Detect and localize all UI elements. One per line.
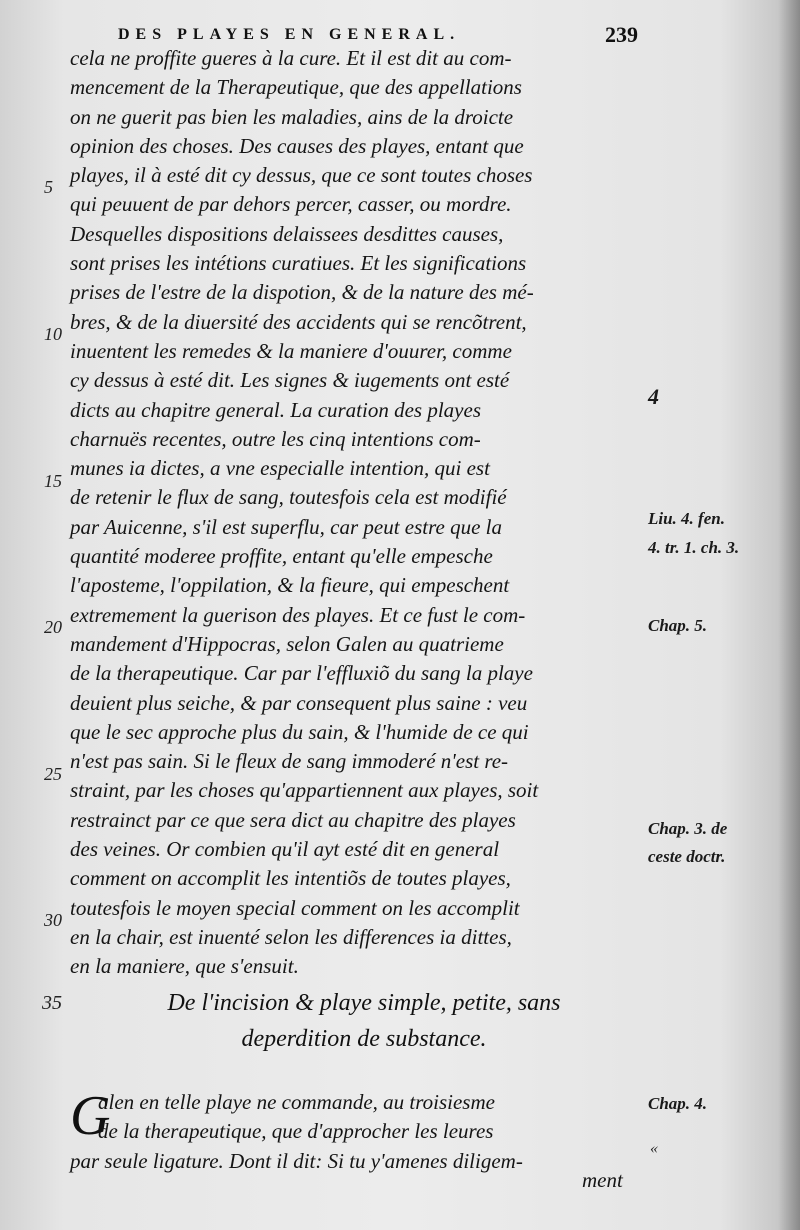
quotation-mark: « <box>650 1140 658 1157</box>
margin-note: ceste doctr. <box>648 847 726 866</box>
line-number: 30 <box>44 910 62 930</box>
text-line: dicts au chapitre general. La curation des playes <box>70 397 481 422</box>
text-line: prises de l'estre de la dispotion, & de la nature des mé- <box>70 280 534 305</box>
text-line: n'est pas sain. Si le fleux de sang immoderé n'est re- <box>70 749 509 774</box>
closing-paragraph <box>70 1085 645 1176</box>
drop-cap: G <box>70 1085 111 1147</box>
text-line: de retenir le flux de sang, toutesfois cela est modifié <box>70 485 507 510</box>
text-line: qui peuuent de par dehors percer, casser, ou mordre. <box>70 192 512 217</box>
text-line: munes ia dictes, a vne especialle intention, qui est <box>70 456 490 481</box>
page-shadow-edge <box>778 0 800 1230</box>
catchword: ment <box>582 1168 623 1192</box>
section-heading-line: De l'incision & playe simple, petite, sans <box>167 990 561 1016</box>
section-heading <box>84 985 644 1057</box>
line-number: 5 <box>44 177 53 197</box>
text-line: toutesfois le moyen special comment on les accomplit <box>70 895 520 920</box>
section-heading-line: deperdition de substance. <box>241 1026 487 1052</box>
text-line: Desquelles dispositions delaissees desdittes causes, <box>70 221 504 246</box>
text-line: charnuës recentes, outre les cinq intentions com- <box>70 426 481 451</box>
text-line: sont prises les intétions curatiues. Et les significations <box>70 251 527 276</box>
text-line: mandement d'Hippocras, selon Galen au quatrieme <box>70 631 504 656</box>
text-line: que le sec approche plus du sain, & l'humide de ce qui <box>70 719 529 744</box>
text-line: quantité moderee proffite, entant qu'elle empesche <box>70 544 493 569</box>
text-line: extremement la guerison des playes. Et ce fust le com- <box>70 602 526 627</box>
text-line: playes, il à esté dit cy dessus, que ce sont toutes choses <box>70 163 533 188</box>
margin-note: Chap. 4. <box>648 1094 708 1113</box>
text-line: on ne guerit pas bien les maladies, ains de la droicte <box>70 104 514 129</box>
text-line: straint, par les choses qu'appartiennent aux playes, soit <box>70 778 539 803</box>
text-line: de la therapeutique. Car par l'effluxiõ du sang la playe <box>70 661 533 686</box>
text-line: en la maniere, que s'ensuit. <box>70 954 299 979</box>
page-number: 239 <box>605 22 638 47</box>
text-line: inuentent les remedes & la maniere d'ouurer, comme <box>70 338 512 363</box>
margin-note: Chap. 5. <box>648 616 708 635</box>
margin-note: Liu. 4. fen. <box>648 509 725 528</box>
heading-line-number: 35 <box>42 992 62 1014</box>
body-text <box>70 44 645 982</box>
text-line: alen en telle playe ne commande, au troisiesme <box>98 1090 495 1114</box>
line-number: 10 <box>44 324 62 344</box>
text-line: bres, & de la diuersité des accidents qui se rencõtrent, <box>70 309 527 334</box>
running-title: DES PLAYES EN GENERAL. <box>118 26 461 43</box>
margin-note: 4 <box>648 384 659 409</box>
text-line: de la therapeutique, que d'approcher les leures <box>98 1119 494 1144</box>
line-number: 15 <box>44 471 62 491</box>
text-line: comment on accomplit les intentiõs de toutes playes, <box>70 866 511 891</box>
text-line: mencement de la Therapeutique, que des appellations <box>70 75 522 100</box>
text-line: cy dessus à esté dit. Les signes & iugements ont esté <box>70 368 510 393</box>
text-line: par seule ligature. Dont il dit: Si tu y'amenes diligem- <box>70 1148 523 1173</box>
margin-note: 4. tr. 1. ch. 3. <box>648 538 740 557</box>
text-line: par Auicenne, s'il est superflu, car peut estre que la <box>70 514 503 539</box>
text-line: deuient plus seiche, & par consequent plus saine : veu <box>70 690 528 715</box>
text-line: cela ne proffite gueres à la cure. Et il est dit au com- <box>70 46 512 70</box>
text-line: l'aposteme, l'oppilation, & la fieure, qui empeschent <box>70 573 510 598</box>
text-line: restrainct par ce que sera dict au chapitre des playes <box>70 807 516 832</box>
line-number: 25 <box>44 764 62 784</box>
margin-note: Chap. 3. de <box>648 819 728 838</box>
text-line: des veines. Or combien qu'il ayt esté dit en general <box>70 837 500 862</box>
text-line: opinion des choses. Des causes des playes, entant que <box>70 133 524 158</box>
text-line: en la chair, est inuenté selon les differences ia dittes, <box>70 924 512 949</box>
line-number: 20 <box>44 617 62 637</box>
